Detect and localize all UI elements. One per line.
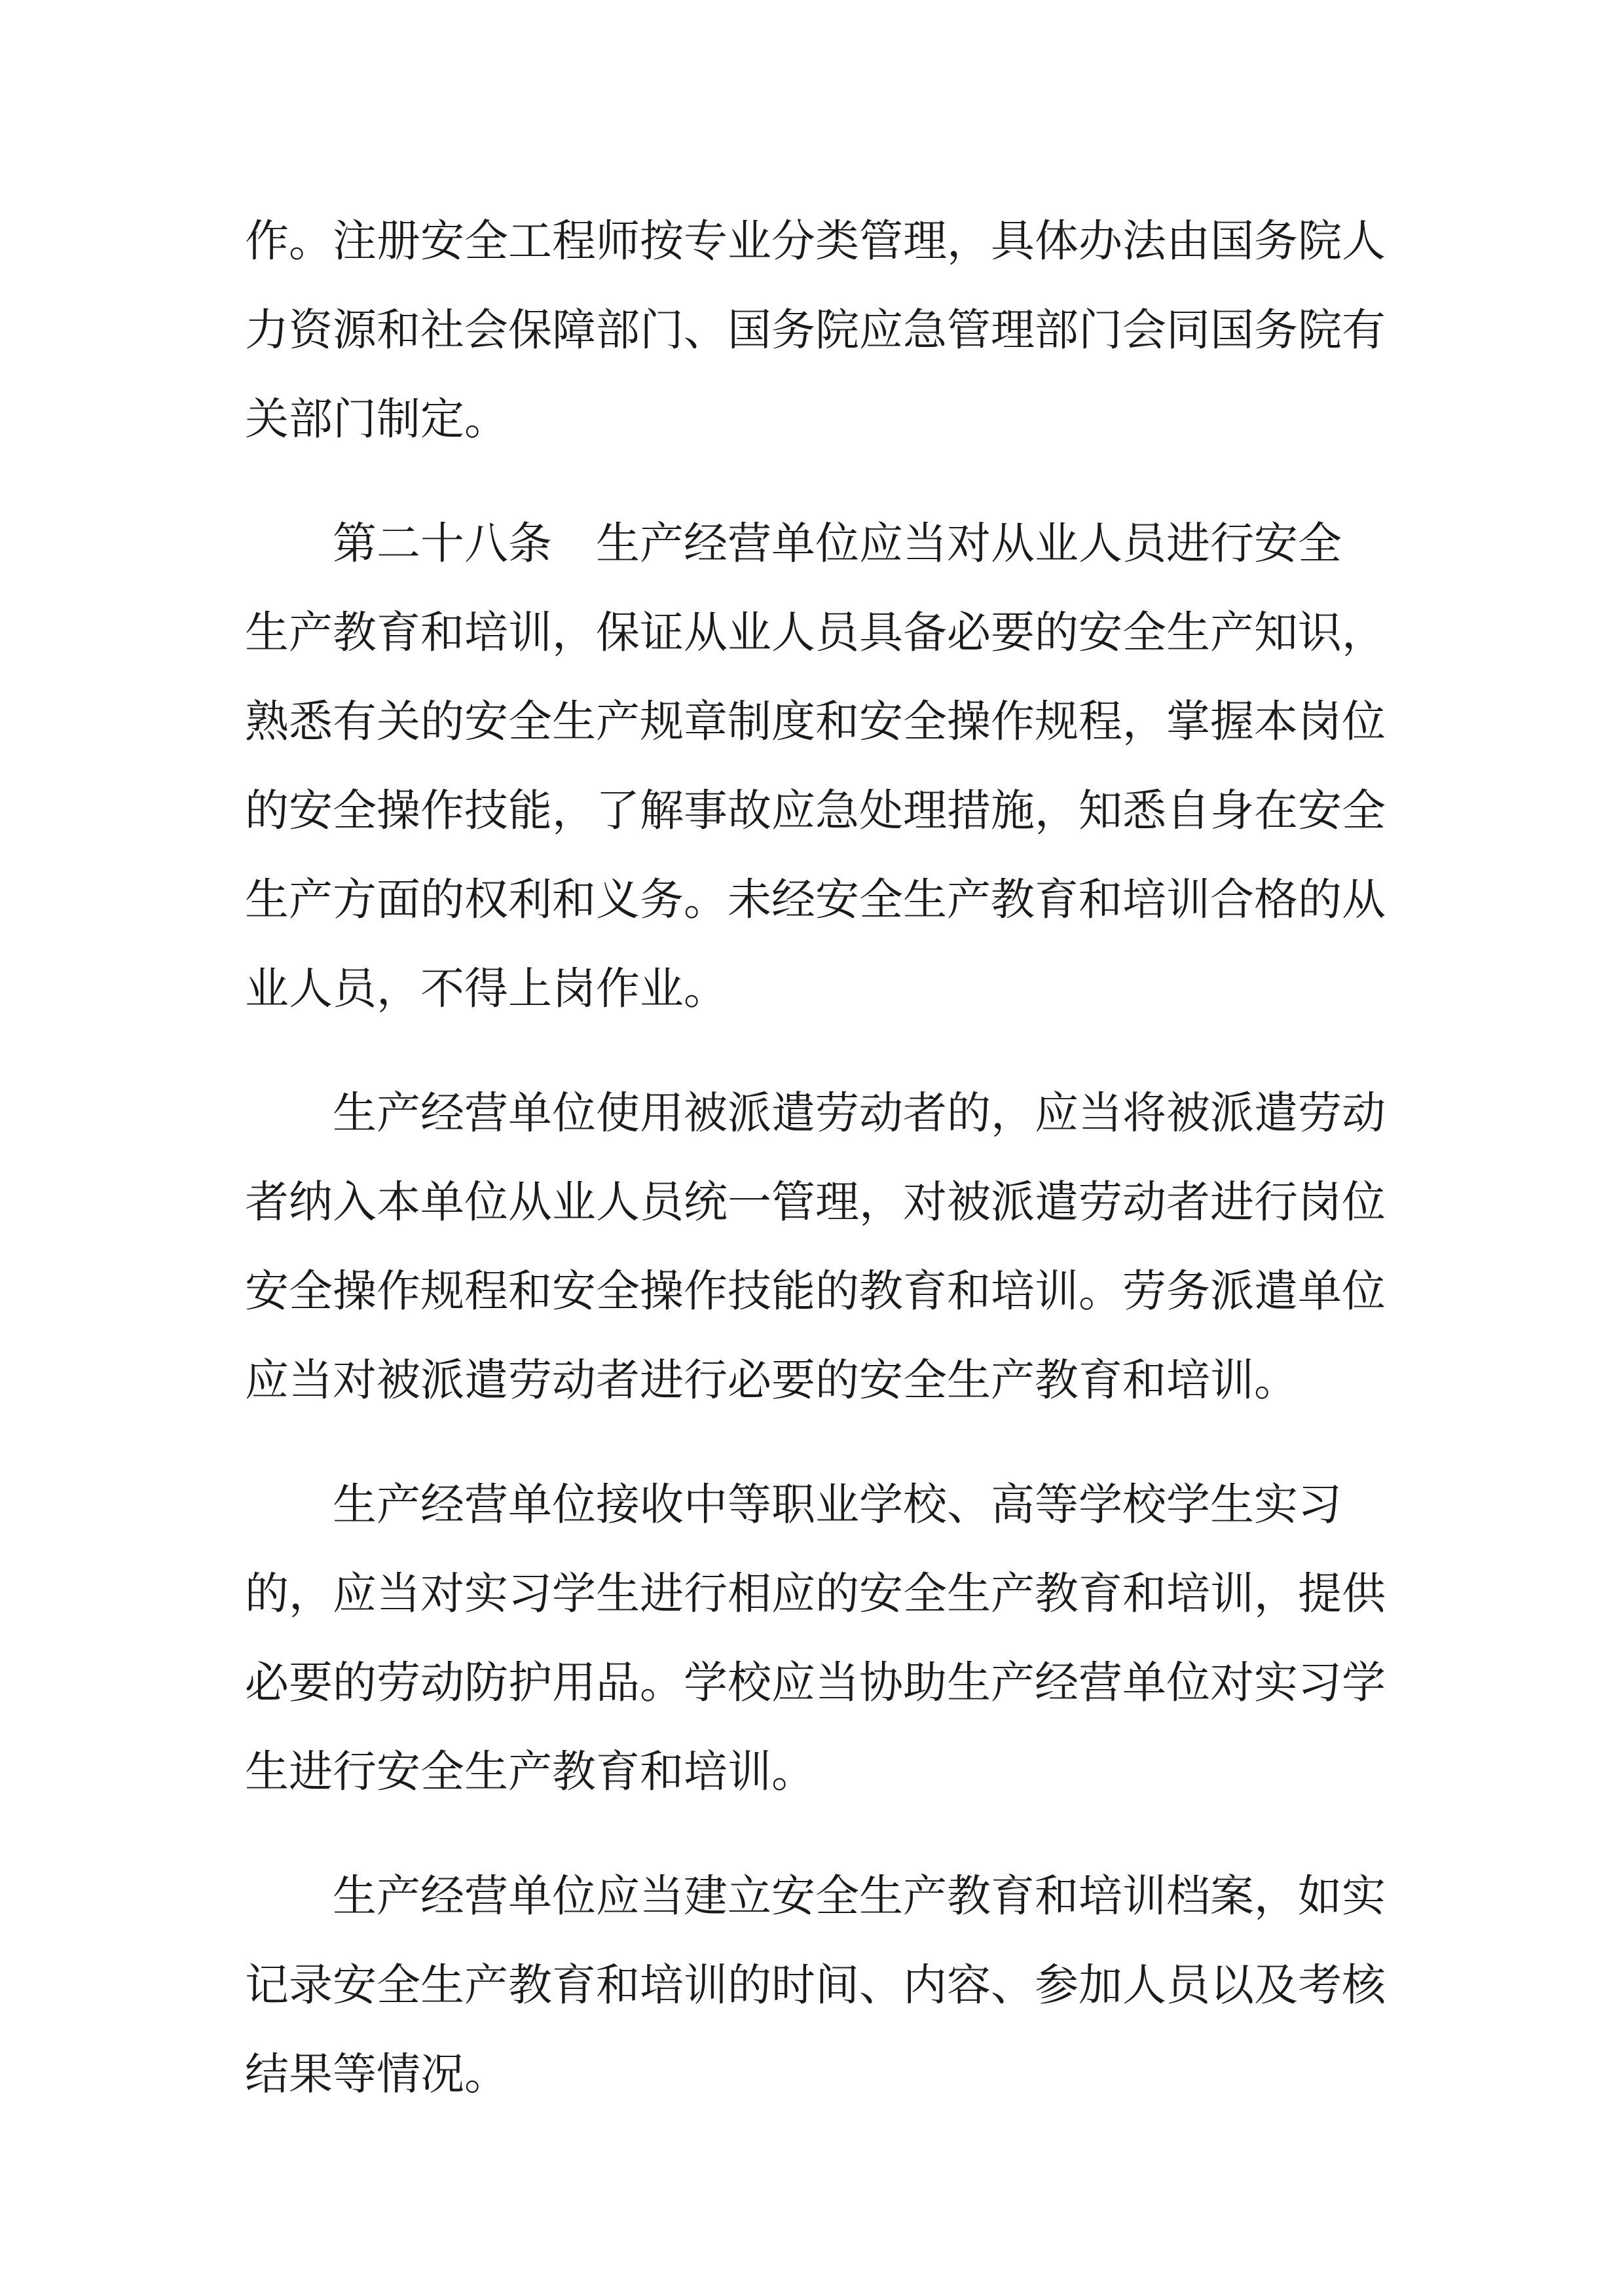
body-text <box>245 196 1384 2154</box>
text-line: 生产经营单位接收中等职业学校、高等学校学生实习 <box>333 1479 1342 1530</box>
text-line: 的安全操作技能，了解事故应急处理措施，知悉自身在安全 <box>245 785 1386 836</box>
text-line: 者纳入本单位从业人员统一管理，对被派遣劳动者进行岗位 <box>245 1176 1386 1228</box>
text-line: 记录安全生产教育和培训的时间、内容、参加人员以及考核 <box>245 1959 1386 2011</box>
paragraph-continuation <box>245 196 1384 464</box>
text-line: 安全操作规程和安全操作技能的教育和培训。劳务派遣单位 <box>245 1266 1386 1317</box>
text-line: 生产方面的权利和义务。未经安全生产教育和培训合格的从 <box>245 874 1386 925</box>
text-line: 作。注册安全工程师按专业分类管理，具体办法由国务院人 <box>245 215 1386 266</box>
paragraph-training-records <box>245 1851 1384 2119</box>
text-line: 生产经营单位使用被派遣劳动者的，应当将被派遣劳动 <box>333 1087 1386 1139</box>
text-line: 业人员，不得上岗作业。 <box>245 963 728 1014</box>
text-line: 力资源和社会保障部门、国务院应急管理部门会同国务院有 <box>245 304 1386 355</box>
text-line: 关部门制定。 <box>245 393 508 445</box>
text-line: 生进行安全生产教育和培训。 <box>245 1746 815 1797</box>
text-line: 生产经营单位应当建立安全生产教育和培训档案，如实 <box>333 1870 1386 1922</box>
paragraph-student-interns <box>245 1460 1384 1816</box>
text-line: 的，应当对实习学生进行相应的安全生产教育和培训，提供 <box>245 1568 1386 1619</box>
text-line: 熟悉有关的安全生产规章制度和安全操作规程，掌握本岗位 <box>245 696 1386 747</box>
paragraph-dispatched-workers <box>245 1068 1384 1425</box>
text-line: 结果等情况。 <box>245 2049 508 2100</box>
text-line: 应当对被派遣劳动者进行必要的安全生产教育和培训。 <box>245 1355 1298 1406</box>
text-line: 第二十八条 生产经营单位应当对从业人员进行安全 <box>333 518 1342 569</box>
paragraph-article-28 <box>245 499 1384 1033</box>
text-line: 必要的劳动防护用品。学校应当协助生产经营单位对实习学 <box>245 1657 1386 1708</box>
text-line: 生产教育和培训，保证从业人员具备必要的安全生产知识， <box>245 607 1386 658</box>
